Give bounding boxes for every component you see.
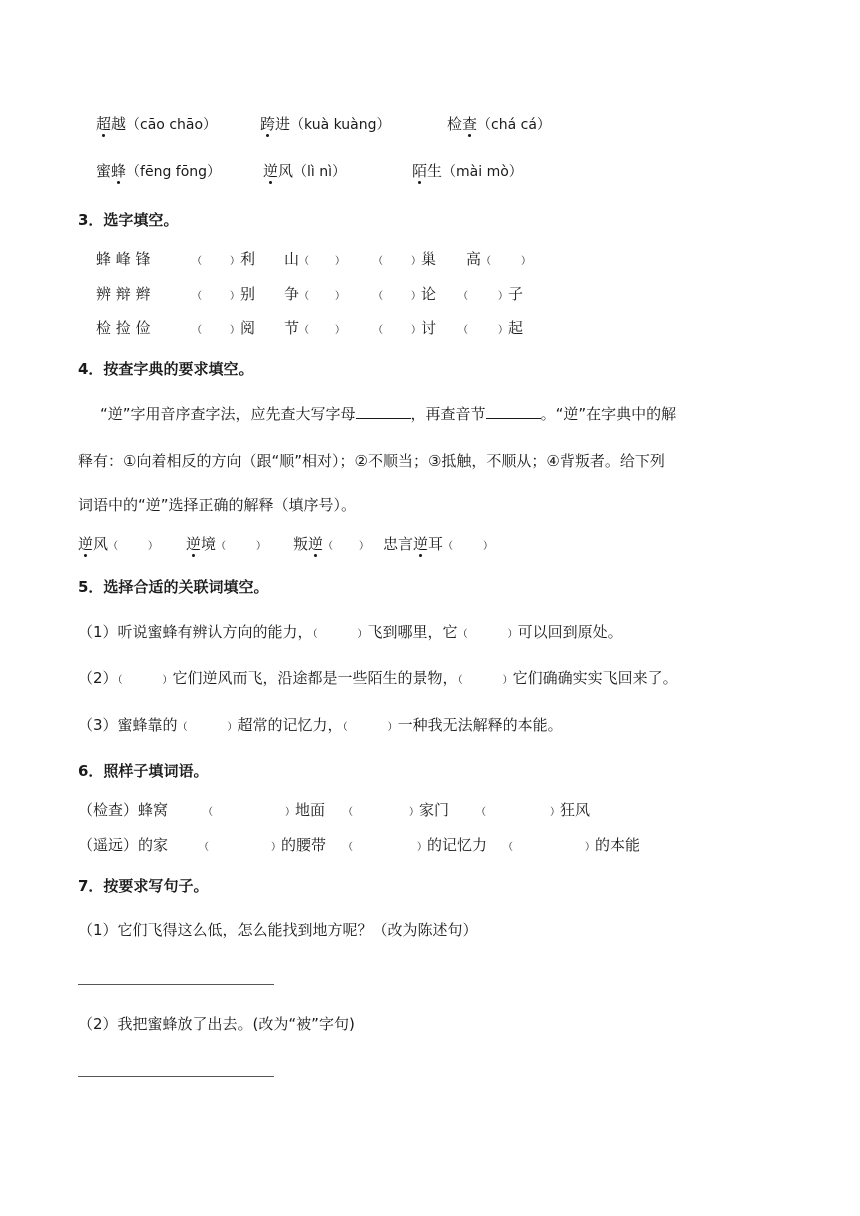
pinyin-item: 蜜蜂（fēng fōng）: [96, 162, 222, 180]
word-blank[interactable]: 叛逆（ ）: [293, 535, 370, 553]
paragraph-line: 词语中的“逆”选择正确的解释（填序号）。: [78, 496, 357, 514]
pinyin-item: 逆风（lì nì）: [263, 162, 347, 180]
blank-item[interactable]: （ ）阅: [192, 319, 256, 337]
pinyin-item: 陌生（mài mò）: [412, 162, 523, 180]
sentence: （2）我把蜜蜂放了出去。(改为“被”字句): [78, 1015, 355, 1033]
char-group: 检 捡 俭: [96, 319, 151, 337]
word-blank[interactable]: （ ）狂风: [476, 801, 591, 819]
pinyin-item: 检查（chá cá）: [447, 115, 551, 133]
answer-line[interactable]: [78, 1076, 274, 1077]
word-blank[interactable]: 忠言逆耳（ ）: [383, 535, 494, 553]
blank-item[interactable]: （ ）论: [373, 285, 437, 303]
char-group: 蜂 峰 锋: [96, 250, 151, 268]
question-title: 3．选字填空。: [78, 211, 179, 229]
blank-item[interactable]: 节（ ）: [284, 319, 346, 337]
blank-item[interactable]: 高（ ）: [466, 250, 532, 268]
blank-item[interactable]: 山（ ）: [284, 250, 346, 268]
sentence: （2）（ ）它们逆风而飞，沿途都是一些陌生的景物，（ ）它们确确实实飞回来了。: [78, 669, 678, 687]
word-blank[interactable]: 逆境（ ）: [186, 535, 267, 553]
blank-item[interactable]: （ ）利: [192, 250, 256, 268]
pinyin-options: （mài mò）: [442, 164, 523, 180]
sentence: （3）蜜蜂靠的（ ）超常的记忆力，（ ）一种我无法解释的本能。: [78, 716, 563, 734]
example-word: （遥远）的家: [78, 836, 169, 854]
pinyin-options: （lì nì）: [293, 164, 347, 180]
sentence: （1）听说蜜蜂有辨认方向的能力，（ ）飞到哪里，它（ ）可以回到原处。: [78, 623, 623, 641]
blank-item[interactable]: （ ）别: [192, 285, 256, 303]
paragraph-line: “逆”字用音序查字法，应先查大写字母 ，再查音节 。“逆”在字典中的解: [100, 405, 677, 423]
word-blank[interactable]: （ ）的本能: [503, 836, 641, 854]
sentence: （1）它们飞得这么低，怎么能找到地方呢？（改为陈述句）: [78, 921, 478, 939]
answer-blank[interactable]: [486, 404, 541, 419]
blank-item[interactable]: （ ）起: [458, 319, 524, 337]
char-group: 辨 辩 辫: [96, 285, 151, 303]
answer-blank[interactable]: [356, 404, 411, 419]
word-blank[interactable]: （ ）的记忆力: [343, 836, 488, 854]
pinyin-options: （kuà kuàng）: [290, 117, 391, 133]
word-blank[interactable]: 逆风（ ）: [78, 535, 159, 553]
pinyin-item: 超越（cāo chāo）: [96, 115, 218, 133]
question-title: 6．照样子填词语。: [78, 762, 209, 780]
question-title: 4．按查字典的要求填空。: [78, 360, 254, 378]
word-blank[interactable]: （ ）家门: [343, 801, 450, 819]
blank-item[interactable]: 争（ ）: [284, 285, 346, 303]
pinyin-item: 跨进（kuà kuàng）: [260, 115, 391, 133]
pinyin-options: （cāo chāo）: [126, 117, 218, 133]
question-title: 7．按要求写句子。: [78, 877, 209, 895]
pinyin-options: （chá cá）: [477, 117, 551, 133]
question-title: 5．选择合适的关联词填空。: [78, 578, 269, 596]
blank-item[interactable]: （ ）巢: [373, 250, 437, 268]
blank-item[interactable]: （ ）子: [458, 285, 524, 303]
pinyin-options: （fēng fōng）: [126, 164, 222, 180]
word: 超: [96, 115, 112, 133]
answer-line[interactable]: [78, 984, 274, 985]
word-blank[interactable]: （ ）的腰带: [199, 836, 327, 854]
blank-item[interactable]: （ ）讨: [373, 319, 437, 337]
word-blank[interactable]: （ ）地面: [203, 801, 326, 819]
paragraph-line: 释有：①向着相反的方向（跟“顺”相对）；②不顺当；③抵触，不顺从；④背叛者。给下列: [78, 452, 665, 470]
example-word: （检查）蜂窝: [78, 801, 169, 819]
